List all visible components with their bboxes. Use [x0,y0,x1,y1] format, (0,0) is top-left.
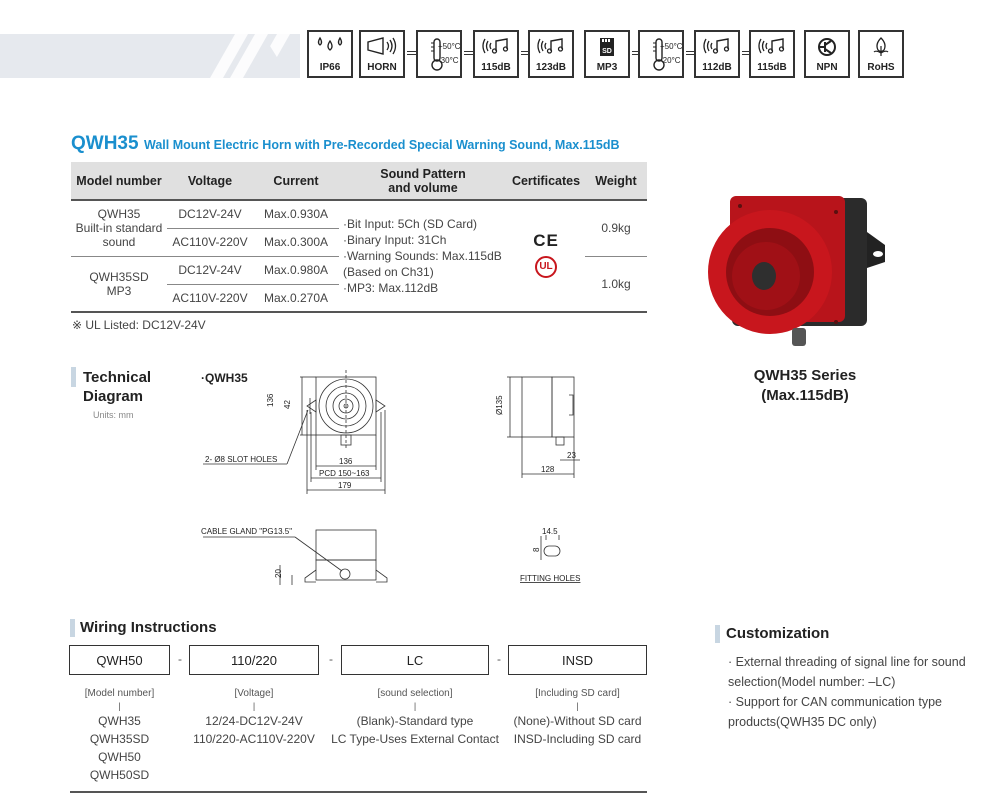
diagram-model-label: ·QWH35 [201,371,248,385]
svg-text:SD: SD [602,48,612,55]
wiring-title: Wiring Instructions [80,619,217,636]
svg-text:128: 128 [541,465,555,474]
feature-112db: 112dB [694,30,740,78]
leaf-icon [871,36,891,58]
current-cell: Max.0.270A [253,284,339,312]
feature-115db-b: 115dB [749,30,795,78]
feature-temp-30: +50°C -30°C [416,30,462,78]
header-model-number: Model number [71,162,167,200]
wiring-column-sound: [sound selection] | (Blank)-Standard type LC Type-Uses External Contact [331,688,499,746]
header-certificates: Certificates [507,162,585,200]
svg-text:179: 179 [338,481,352,490]
wiring-box-model: QWH50 [69,645,170,675]
feature-115db: 115dB [473,30,519,78]
feature-horn: HORN [359,30,405,78]
sound-note-icon [536,36,566,56]
list-item: · External threading of signal line for sound selection(Model number: –LC) [728,655,966,689]
model-cell: QWH35SD MP3 [71,256,167,312]
wiring-separator: - [329,652,333,666]
wiring-column-sdcard: [Including SD card] | (None)-Without SD card INSD-Including SD card [513,688,642,746]
section-marker [715,625,720,643]
table-row [71,200,647,228]
feature-temp-20: +50°C -20°C [638,30,684,78]
feature-npn: NPN [804,30,850,78]
voltage-cell: AC110V-220V [167,228,253,256]
section-marker [70,619,75,637]
technical-diagram-title: Technical Diagram [83,369,152,405]
product-subtitle: Wall Mount Electric Horn with Pre-Recorded Special Warning Sound, Max.115dB [144,138,620,152]
wiring-box-sdcard: INSD [508,645,647,675]
horn-icon [365,36,399,56]
svg-text:14.5: 14.5 [542,527,558,536]
current-cell: Max.0.930A [253,200,339,228]
table-header-row [71,162,647,200]
units-label: Units: mm [93,410,134,420]
wiring-column-model: [Model number] | QWH35 QWH35SD QWH50 QWH50SD [84,688,155,782]
voltage-cell: AC110V-220V [167,284,253,312]
svg-text:23: 23 [567,451,576,460]
weight-cell: 0.9kg [585,200,647,256]
svg-text:PCD 150~163: PCD 150~163 [319,469,370,478]
sd-card-icon [597,36,617,58]
svg-text:42: 42 [283,400,292,409]
connector [407,51,416,55]
product-photo [700,190,890,350]
model-cell: QWH35 Built-in standard sound [71,200,167,256]
connector [686,51,694,55]
customization-list [728,652,968,732]
feature-ip66: IP66 [307,30,353,78]
sound-pattern-cell: ·Bit Input: 5Ch (SD Card) ·Binary Input: 31Ch ·Warning Sounds: Max.115dB (Based on Ch31) ·MP3: Max.112dB [339,200,507,312]
sound-note-icon [702,36,732,56]
svg-text:136: 136 [266,393,275,407]
svg-text:2- Ø8 SLOT HOLES: 2- Ø8 SLOT HOLES [205,455,278,464]
feature-mp3: SD MP3 [584,30,630,78]
wiring-separator: - [497,652,501,666]
spec-table [71,162,647,313]
ce-mark-icon: CE [533,231,559,250]
svg-text:Ø135: Ø135 [495,395,504,415]
npn-transistor-icon [816,36,838,58]
feature-rohs: RoHS [858,30,904,78]
current-cell: Max.0.980A [253,256,339,284]
divider [70,791,647,793]
feature-123db: 123dB [528,30,574,78]
header-weight: Weight [585,162,647,200]
svg-text:20: 20 [274,569,283,578]
list-item: · Support for CAN communication type products(QWH35 DC only) [728,695,942,729]
svg-text:136: 136 [339,457,353,466]
header-sound-pattern: Sound Pattern and volume [339,162,507,200]
product-model-title: QWH35 [71,133,139,154]
water-drops-icon [315,36,345,54]
ul-listed-note: ※ UL Listed: DC12V-24V [72,318,206,332]
header-voltage: Voltage [167,162,253,200]
wiring-box-voltage: 110/220 [189,645,319,675]
weight-cell: 1.0kg [585,256,647,312]
wiring-separator: - [178,652,182,666]
wiring-column-voltage: [Voltage] | 12/24-DC12V-24V 110/220-AC110V-220V [193,688,315,746]
ul-mark-icon: UL [535,256,557,278]
voltage-cell: DC12V-24V [167,200,253,228]
connector [464,51,473,55]
voltage-cell: DC12V-24V [167,256,253,284]
customization-title: Customization [726,625,830,642]
sound-note-icon [481,36,511,56]
certificates-cell [507,200,585,312]
technical-drawing [195,370,625,590]
header-current: Current [253,162,339,200]
svg-text:8: 8 [532,547,541,552]
current-cell: Max.0.300A [253,228,339,256]
section-marker [71,367,76,387]
svg-text:CABLE GLAND "PG13.5": CABLE GLAND "PG13.5" [201,527,293,536]
sound-note-icon [757,36,787,56]
banner-stripes-decoration [190,34,305,78]
product-caption: QWH35 Series (Max.115dB) [753,367,857,404]
wiring-box-sound: LC [341,645,489,675]
svg-text:FITTING HOLES: FITTING HOLES [520,574,581,583]
